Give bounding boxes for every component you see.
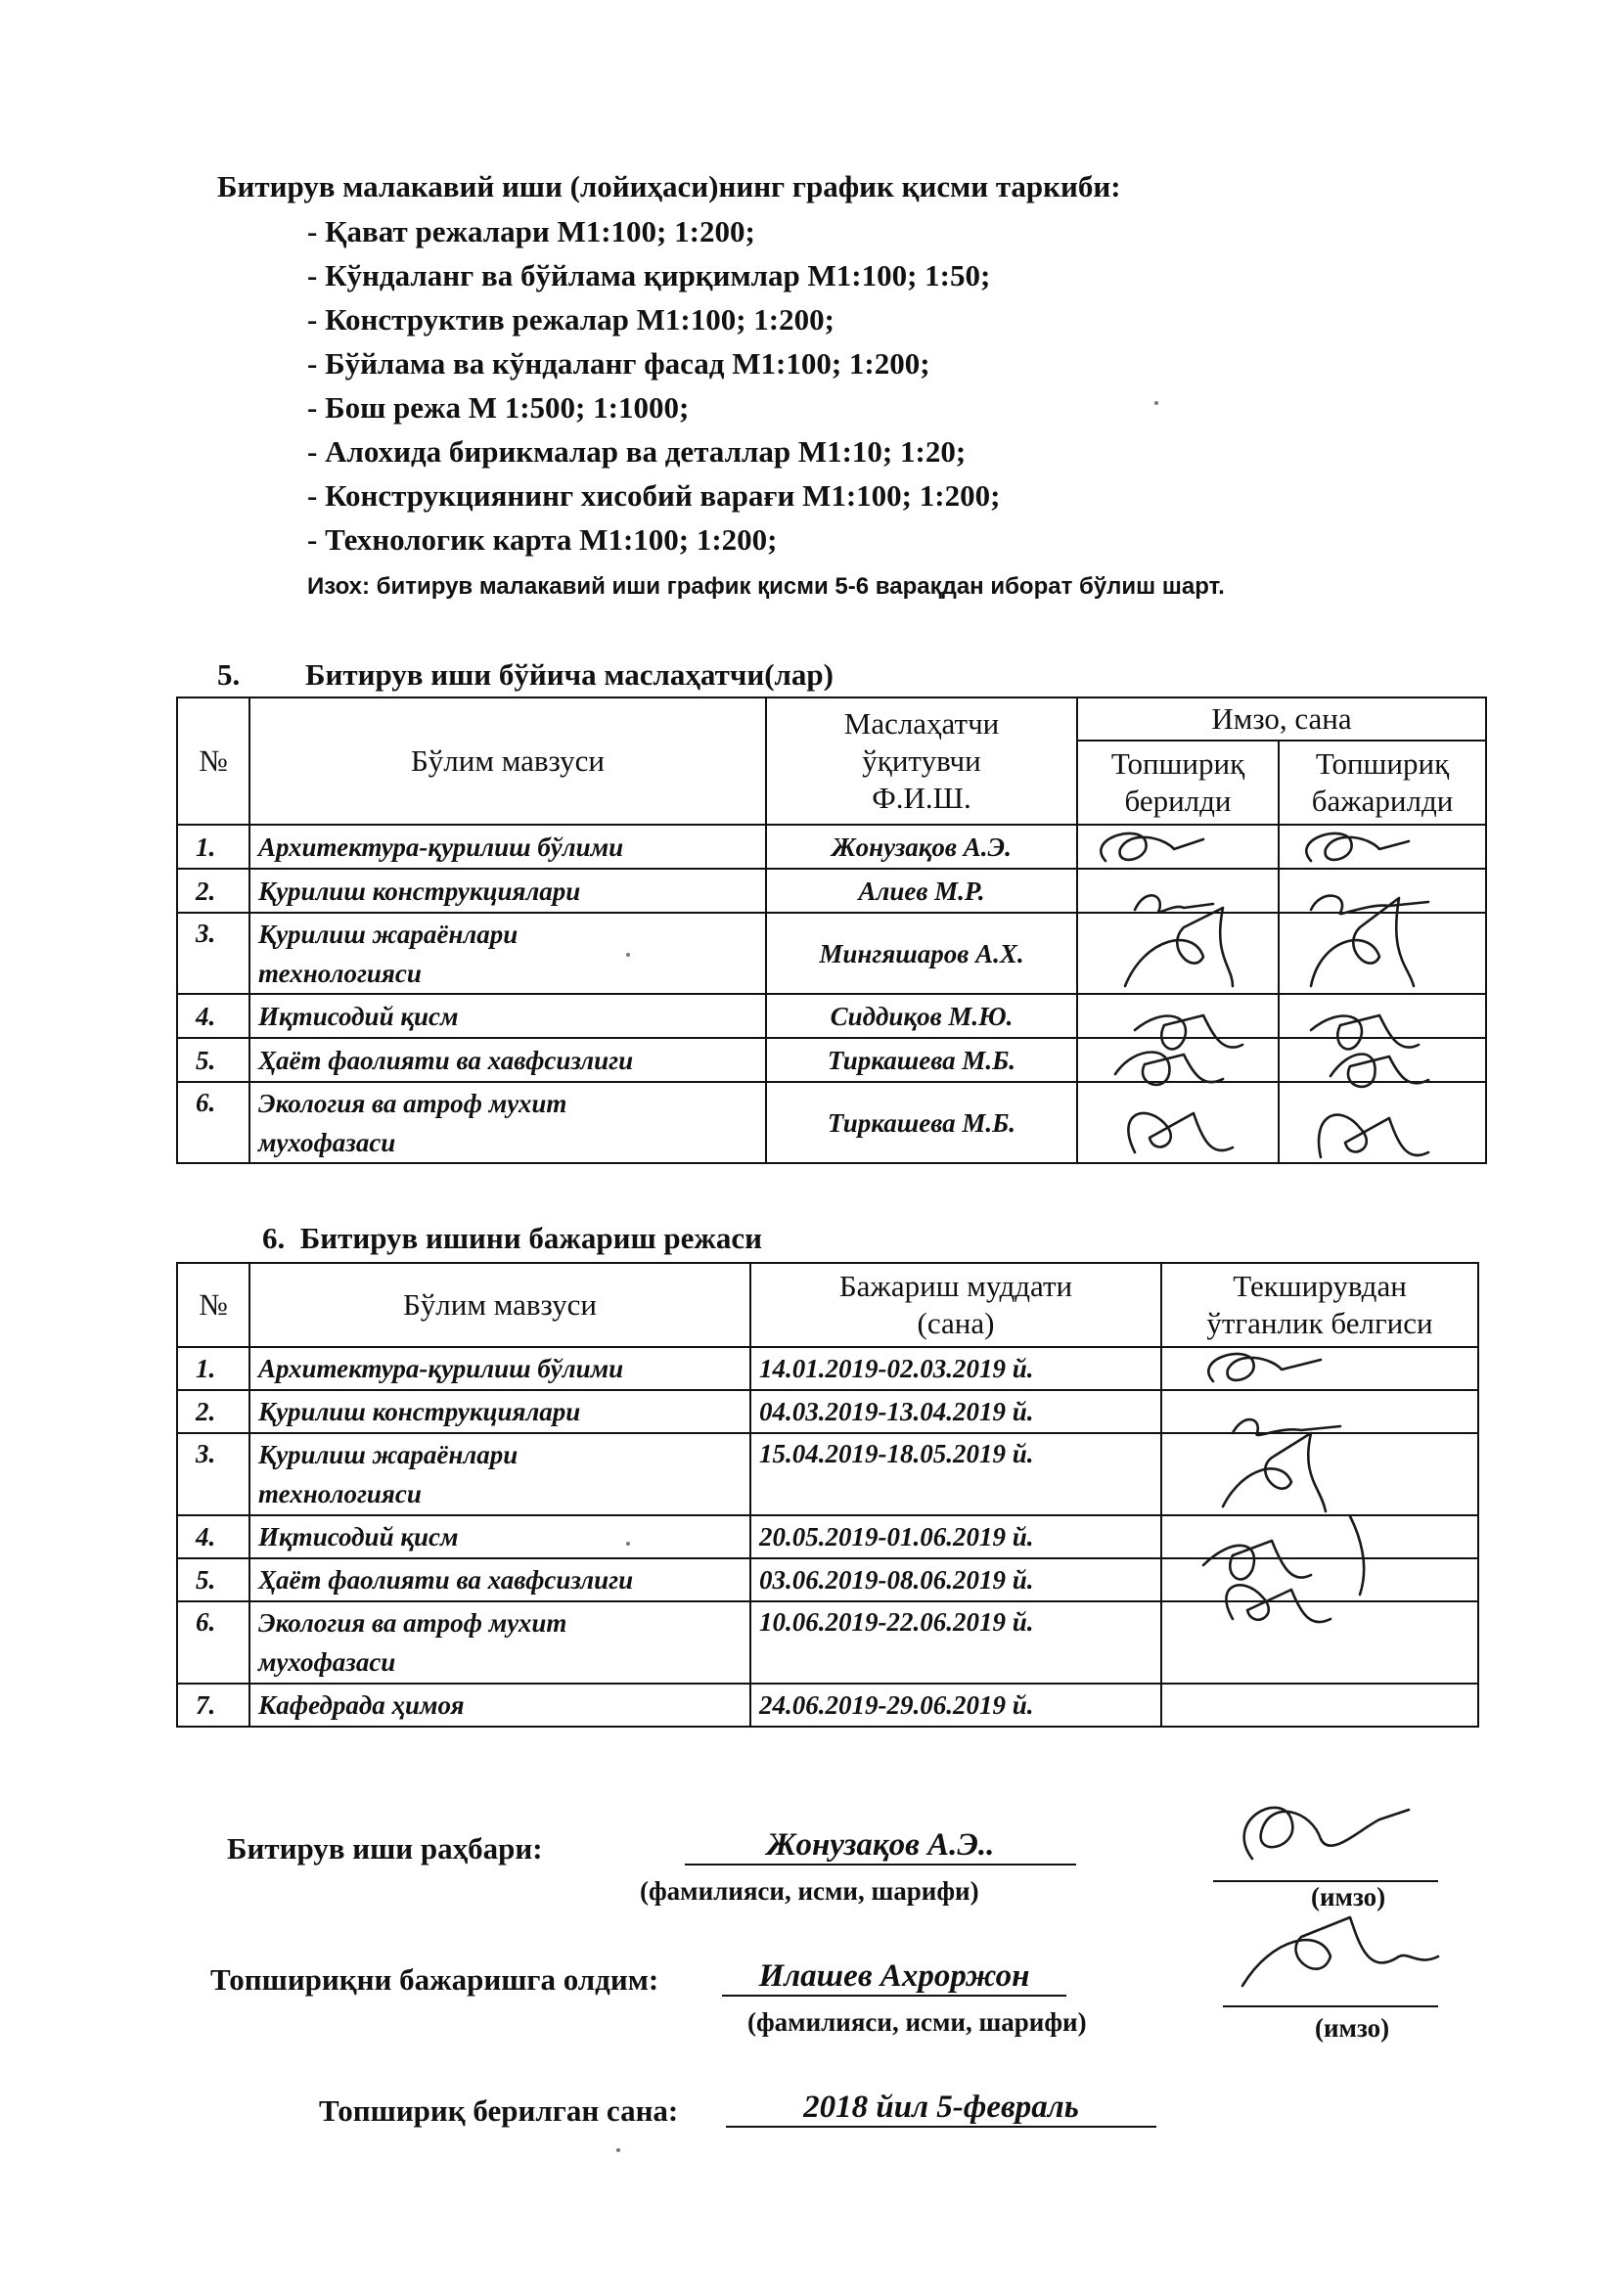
composition-item: - Конструктив режалар М1:100; 1:200; <box>307 302 835 337</box>
student-name-caption: (фамилияси, исми, шарифи) <box>747 2007 1087 2037</box>
row-number: 4. <box>177 1515 249 1558</box>
row-done-signature <box>1279 1038 1486 1082</box>
row-dates: 04.03.2019-13.04.2019 й. <box>750 1390 1161 1433</box>
section6-number: 6. <box>262 1221 286 1255</box>
row-done-signature <box>1279 869 1486 913</box>
row-check-mark <box>1161 1433 1478 1515</box>
row-topic <box>249 913 766 994</box>
table-row <box>177 913 1486 994</box>
given-header-line: берилди <box>1124 784 1232 818</box>
deadline-header-line: Бажариш муддати <box>838 1269 1073 1303</box>
row-number: 6. <box>177 1082 249 1163</box>
row-number: 3. <box>177 913 249 994</box>
col-sign-date-header: Имзо, сана <box>1077 697 1486 741</box>
student-signature-caption: (имзо) <box>1315 2013 1390 2043</box>
check-header-line: ўтганлик белгиси <box>1206 1306 1433 1340</box>
scan-speck <box>626 1542 630 1546</box>
row-topic-line: Экология ва атроф мухит <box>258 1088 567 1118</box>
supervisor-name: Жонузақов А.Э.. <box>685 1827 1076 1866</box>
row-topic: Архитектура-қурилиш бўлими <box>249 825 766 869</box>
done-header-line: бажарилди <box>1311 784 1454 818</box>
row-dates: 03.06.2019-08.06.2019 й. <box>750 1558 1161 1601</box>
row-check-mark <box>1161 1558 1478 1601</box>
col-num-header: № <box>177 697 249 825</box>
student-signature-line <box>1223 2005 1438 2007</box>
row-topic: Иқтисодий қисм <box>249 1515 750 1558</box>
row-dates: 10.06.2019-22.06.2019 й. <box>750 1601 1161 1684</box>
row-topic-line: Қурилиш жараёнлари <box>258 919 519 949</box>
row-topic-line: мухофазаси <box>258 1647 396 1677</box>
section5-title: Битирув иши бўйича маслаҳатчи(лар) <box>305 657 834 692</box>
col-check-header <box>1161 1263 1478 1347</box>
advisor-header-line: Ф.И.Ш. <box>872 781 971 815</box>
composition-item: - Кўндаланг ва бўйлама қирқимлар М1:100; 1:50; <box>307 258 991 292</box>
advisor-header-line: Маслаҳатчи <box>843 706 1000 741</box>
row-topic-line: технологияси <box>258 1479 422 1508</box>
row-given-signature <box>1077 869 1279 913</box>
table-row <box>177 1038 1486 1082</box>
graphic-composition <box>217 164 1121 562</box>
row-number: 1. <box>177 1347 249 1390</box>
row-advisor: Тиркашева М.Б. <box>766 1082 1077 1163</box>
row-topic: Ҳаёт фаолияти ва хавфсизлиги <box>249 1038 766 1082</box>
col-num-header: № <box>177 1263 249 1347</box>
row-topic <box>249 1601 750 1684</box>
row-done-signature <box>1279 825 1486 869</box>
table-row <box>177 825 1486 869</box>
deadline-header-line: (сана) <box>917 1306 995 1340</box>
date-value: 2018 йил 5-февраль <box>726 2090 1156 2128</box>
row-topic-line: мухофазаси <box>258 1127 396 1157</box>
supervisor-signature-caption: (имзо) <box>1311 1882 1386 1911</box>
scan-speck <box>616 2148 620 2152</box>
row-done-signature <box>1279 994 1486 1038</box>
row-check-mark <box>1161 1515 1478 1558</box>
row-check-mark <box>1161 1347 1478 1390</box>
row-number: 2. <box>177 869 249 913</box>
table-row <box>177 1390 1478 1433</box>
composition-item: - Алохида бирикмалар ва деталлар М1:10; 1:20; <box>307 434 967 469</box>
scan-speck <box>626 953 630 957</box>
row-number: 7. <box>177 1684 249 1727</box>
advisors-table <box>176 697 1487 1164</box>
row-advisor: Тиркашева М.Б. <box>766 1038 1077 1082</box>
row-check-mark <box>1161 1390 1478 1433</box>
table-row <box>177 994 1486 1038</box>
table-row <box>177 869 1486 913</box>
row-topic: Қурилиш конструкциялари <box>249 1390 750 1433</box>
row-topic: Иқтисодий қисм <box>249 994 766 1038</box>
row-done-signature <box>1279 913 1486 994</box>
composition-item: - Қават режалари М1:100; 1:200; <box>307 214 755 248</box>
row-topic-line: Экология ва атроф мухит <box>258 1608 567 1638</box>
col-advisor-header <box>766 697 1077 825</box>
row-done-signature <box>1279 1082 1486 1163</box>
col-topic-header: Бўлим мавзуси <box>249 697 766 825</box>
schedule-table <box>176 1262 1479 1728</box>
row-topic: Ҳаёт фаолияти ва хавфсизлиги <box>249 1558 750 1601</box>
row-topic <box>249 1433 750 1515</box>
row-number: 5. <box>177 1558 249 1601</box>
row-given-signature <box>1077 913 1279 994</box>
section6-title: Битирув ишини бажариш режаси <box>299 1221 762 1255</box>
supervisor-name-caption: (фамилияси, исми, шарифи) <box>640 1876 979 1906</box>
row-advisor: Алиев М.Р. <box>766 869 1077 913</box>
row-number: 3. <box>177 1433 249 1515</box>
row-dates: 20.05.2019-01.06.2019 й. <box>750 1515 1161 1558</box>
row-advisor: Сиддиқов М.Ю. <box>766 994 1077 1038</box>
col-topic-header: Бўлим мавзуси <box>249 1263 750 1347</box>
row-number: 2. <box>177 1390 249 1433</box>
table-row <box>177 1515 1478 1558</box>
section5-heading <box>217 657 834 693</box>
col-deadline-header <box>750 1263 1161 1347</box>
composition-item: - Технологик карта М1:100; 1:200; <box>307 522 778 557</box>
composition-item: - Конструкциянинг хисобий варағи М1:100; 1:200; <box>307 478 1001 513</box>
row-number: 4. <box>177 994 249 1038</box>
row-topic: Архитектура-қурилиш бўлими <box>249 1347 750 1390</box>
scan-speck <box>1154 401 1158 405</box>
accepted-label: Топшириқни бажаришга олдим: <box>210 1962 659 1997</box>
table-row <box>177 1601 1478 1684</box>
row-dates: 14.01.2019-02.03.2019 й. <box>750 1347 1161 1390</box>
row-given-signature <box>1077 1082 1279 1163</box>
section6-heading <box>262 1221 762 1256</box>
row-number: 6. <box>177 1601 249 1684</box>
row-given-signature <box>1077 825 1279 869</box>
composition-list <box>217 209 1121 562</box>
row-topic: Кафедрада ҳимоя <box>249 1684 750 1727</box>
date-label: Топшириқ берилган сана: <box>319 2093 679 2128</box>
row-given-signature <box>1077 1038 1279 1082</box>
col-given-header <box>1077 741 1279 825</box>
table-row <box>177 1558 1478 1601</box>
row-dates: 15.04.2019-18.05.2019 й. <box>750 1433 1161 1515</box>
supervisor-label: Битирув иши раҳбари: <box>227 1831 543 1866</box>
row-advisor: Жонузақов А.Э. <box>766 825 1077 869</box>
row-topic <box>249 1082 766 1163</box>
done-header-line: Топшириқ <box>1315 746 1450 781</box>
row-given-signature <box>1077 994 1279 1038</box>
row-check-mark <box>1161 1601 1478 1684</box>
composition-item: - Бош режа М 1:500; 1:1000; <box>307 390 690 425</box>
row-number: 5. <box>177 1038 249 1082</box>
row-topic-line: технологияси <box>258 958 422 988</box>
row-topic: Қурилиш конструкциялари <box>249 869 766 913</box>
section5-number: 5. <box>217 657 241 692</box>
composition-item: - Бўйлама ва кўндаланг фасад М1:100; 1:200; <box>307 346 930 381</box>
row-check-mark <box>1161 1684 1478 1727</box>
student-name: Илашев Ахроржон <box>722 1958 1066 1997</box>
advisor-header-line: ўқитувчи <box>862 743 981 778</box>
composition-title: Битирув малакавий иши (лойиҳаси)нинг график қисми таркиби: <box>217 169 1121 203</box>
table-row <box>177 1082 1486 1163</box>
table-row <box>177 1433 1478 1515</box>
table-row <box>177 1347 1478 1390</box>
row-topic-line: Қурилиш жараёнлари <box>258 1440 519 1469</box>
check-header-line: Текширувдан <box>1233 1269 1407 1303</box>
col-done-header <box>1279 741 1486 825</box>
row-advisor: Мингяшаров А.Х. <box>766 913 1077 994</box>
composition-note: Изох: битирув малакавий иши график қисми 5-6 варақдан иборат бўлиш шарт. <box>307 573 1225 600</box>
table-row <box>177 1684 1478 1727</box>
given-header-line: Топшириқ <box>1110 746 1245 781</box>
row-number: 1. <box>177 825 249 869</box>
row-dates: 24.06.2019-29.06.2019 й. <box>750 1684 1161 1727</box>
